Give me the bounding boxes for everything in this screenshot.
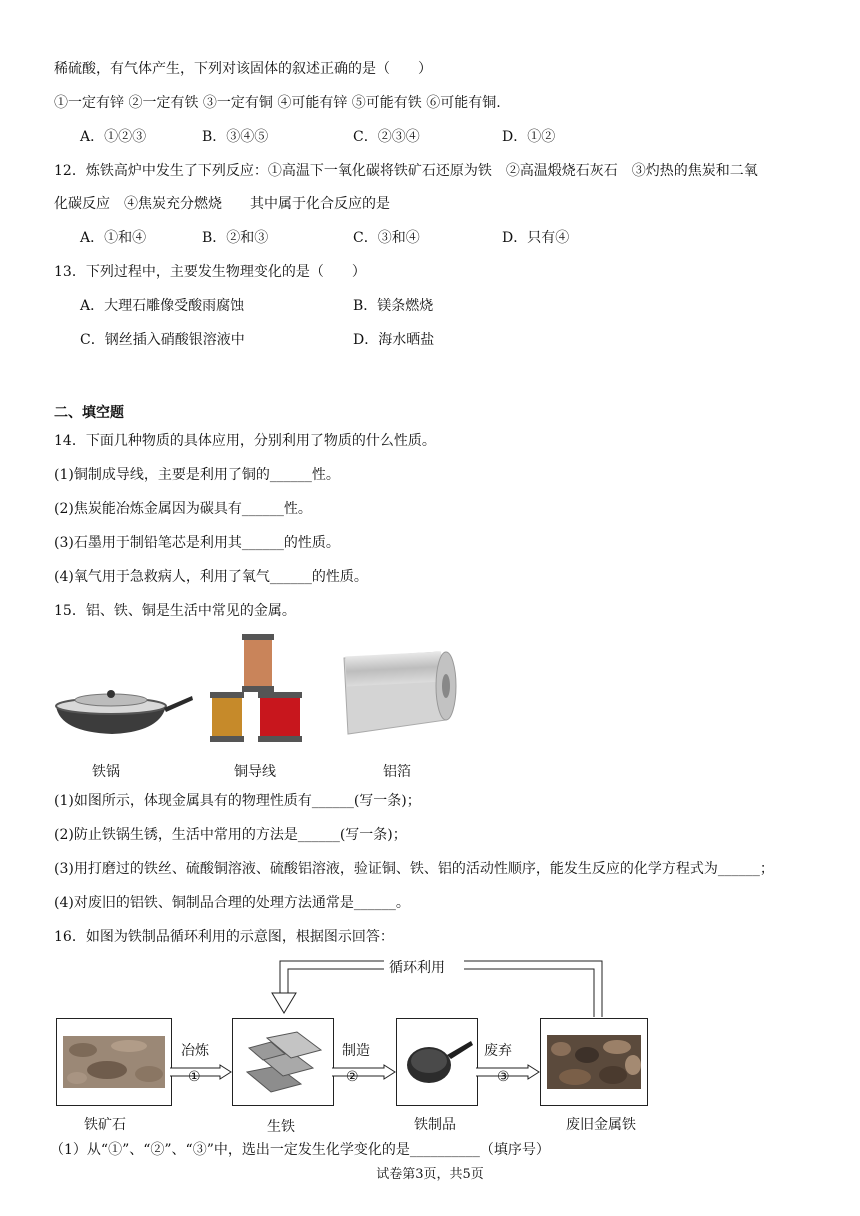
- q12-option-b: B．②和③: [202, 230, 269, 246]
- q16-stem: 16．如图为铁制品循环利用的示意图，根据图示回答：: [54, 929, 394, 945]
- q12-option-c: C．③和④: [353, 230, 420, 246]
- q15-item-3: (3)用打磨过的铁丝、硫酸铜溶液、硫酸铝溶液，验证铜、铁、铝的活动性顺序，能发生反应的化学方程式为______；: [54, 861, 774, 877]
- recycle-label: 循环利用: [389, 960, 445, 976]
- node-iron-product: [396, 1018, 478, 1106]
- caption-copper-wire: 铜导线: [234, 764, 276, 780]
- q12-line1: 12．炼铁高炉中发生了下列反应：①高温下一氧化碳将铁矿石还原为铁 ②高温煅烧石灰石 ③灼热的焦炭和二氧: [54, 163, 758, 179]
- q15-item-2: (2)防止铁锅生锈，生活中常用的方法是______(写一条)；: [54, 827, 407, 843]
- q15-stem: 15．铝、铁、铜是生活中常见的金属。: [54, 603, 296, 619]
- iron-pan-icon: [401, 1037, 473, 1087]
- copper-wire-icon: [206, 632, 310, 744]
- caption-wok: 铁锅: [92, 764, 120, 780]
- q11-line1: 稀硫酸，有气体产生，下列对该固体的叙述正确的是（ ）: [54, 61, 432, 77]
- arrow-2-label: 制造: [342, 1043, 370, 1059]
- pig-iron-icon: [241, 1026, 325, 1098]
- node-label-iron-product: 铁制品: [414, 1117, 456, 1133]
- q14-stem: 14．下面几种物质的具体应用，分别利用了物质的什么性质。: [54, 433, 436, 449]
- q13-option-d: D．海水晒盐: [353, 332, 435, 348]
- q11-option-c: C．②③④: [353, 129, 420, 145]
- node-iron-ore: [56, 1018, 172, 1106]
- caption-aluminum-foil: 铝箔: [383, 764, 411, 780]
- q12-line2: 化碳反应 ④焦炭充分燃烧 其中属于化合反应的是: [54, 196, 390, 212]
- q16-sub-1: （1）从“①”、“②”、“③”中，选出一定发生化学变化的是__________（填序号）: [50, 1142, 550, 1158]
- q11-line2: ①一定有锌 ②一定有铁 ③一定有铜 ④可能有锌 ⑤可能有铁 ⑥可能有铜.: [54, 95, 501, 111]
- scrap-iron-icon: [547, 1035, 641, 1089]
- q12-option-a: A．①和④: [80, 230, 147, 246]
- q13-option-a: A．大理石雕像受酸雨腐蚀: [80, 298, 245, 314]
- node-scrap-iron: [540, 1018, 648, 1106]
- wok-icon: [52, 688, 194, 738]
- q13-option-b: B．镁条燃烧: [353, 298, 434, 314]
- node-label-pig-iron: 生铁: [267, 1119, 295, 1135]
- node-label-iron-ore: 铁矿石: [84, 1117, 126, 1133]
- q11-option-b: B．③④⑤: [202, 129, 269, 145]
- iron-ore-icon: [63, 1036, 165, 1088]
- arrow-2-icon: [332, 1064, 396, 1080]
- node-label-scrap-iron: 废旧金属铁: [566, 1117, 636, 1133]
- section-title: 二、填空题: [54, 405, 124, 421]
- arrow-1-num: ①: [188, 1069, 201, 1085]
- q14-item-3: (3)石墨用于制铅笔芯是利用其______的性质。: [54, 535, 340, 551]
- q13-option-c: C．钢丝插入硝酸银溶液中: [80, 332, 245, 348]
- q15-item-1: (1)如图所示，体现金属具有的物理性质有______(写一条)；: [54, 793, 421, 809]
- q14-item-1: (1)铜制成导线，主要是利用了铜的______性。: [54, 467, 340, 483]
- arrow-1-label: 冶炼: [181, 1043, 209, 1059]
- q14-item-2: (2)焦炭能冶炼金属因为碳具有______性。: [54, 501, 312, 517]
- q11-option-a: A．①②③: [80, 129, 147, 145]
- arrow-3-num: ③: [497, 1069, 510, 1085]
- q14-item-4: (4)氧气用于急救病人，利用了氧气______的性质。: [54, 569, 368, 585]
- aluminum-foil-icon: [342, 650, 458, 736]
- arrow-3-label: 废弃: [484, 1043, 512, 1059]
- q12-option-d: D．只有④: [502, 230, 570, 246]
- arrow-2-num: ②: [346, 1069, 359, 1085]
- q11-option-d: D．①②: [502, 129, 556, 145]
- page-footer: 试卷第3页，共5页: [376, 1167, 484, 1182]
- q15-item-4: (4)对废旧的铝铁、铜制品合理的处理方法通常是______。: [54, 895, 410, 911]
- node-pig-iron: [232, 1018, 334, 1106]
- q13-stem: 13．下列过程中，主要发生物理变化的是（ ）: [54, 264, 366, 280]
- arrow-1-icon: [170, 1064, 232, 1080]
